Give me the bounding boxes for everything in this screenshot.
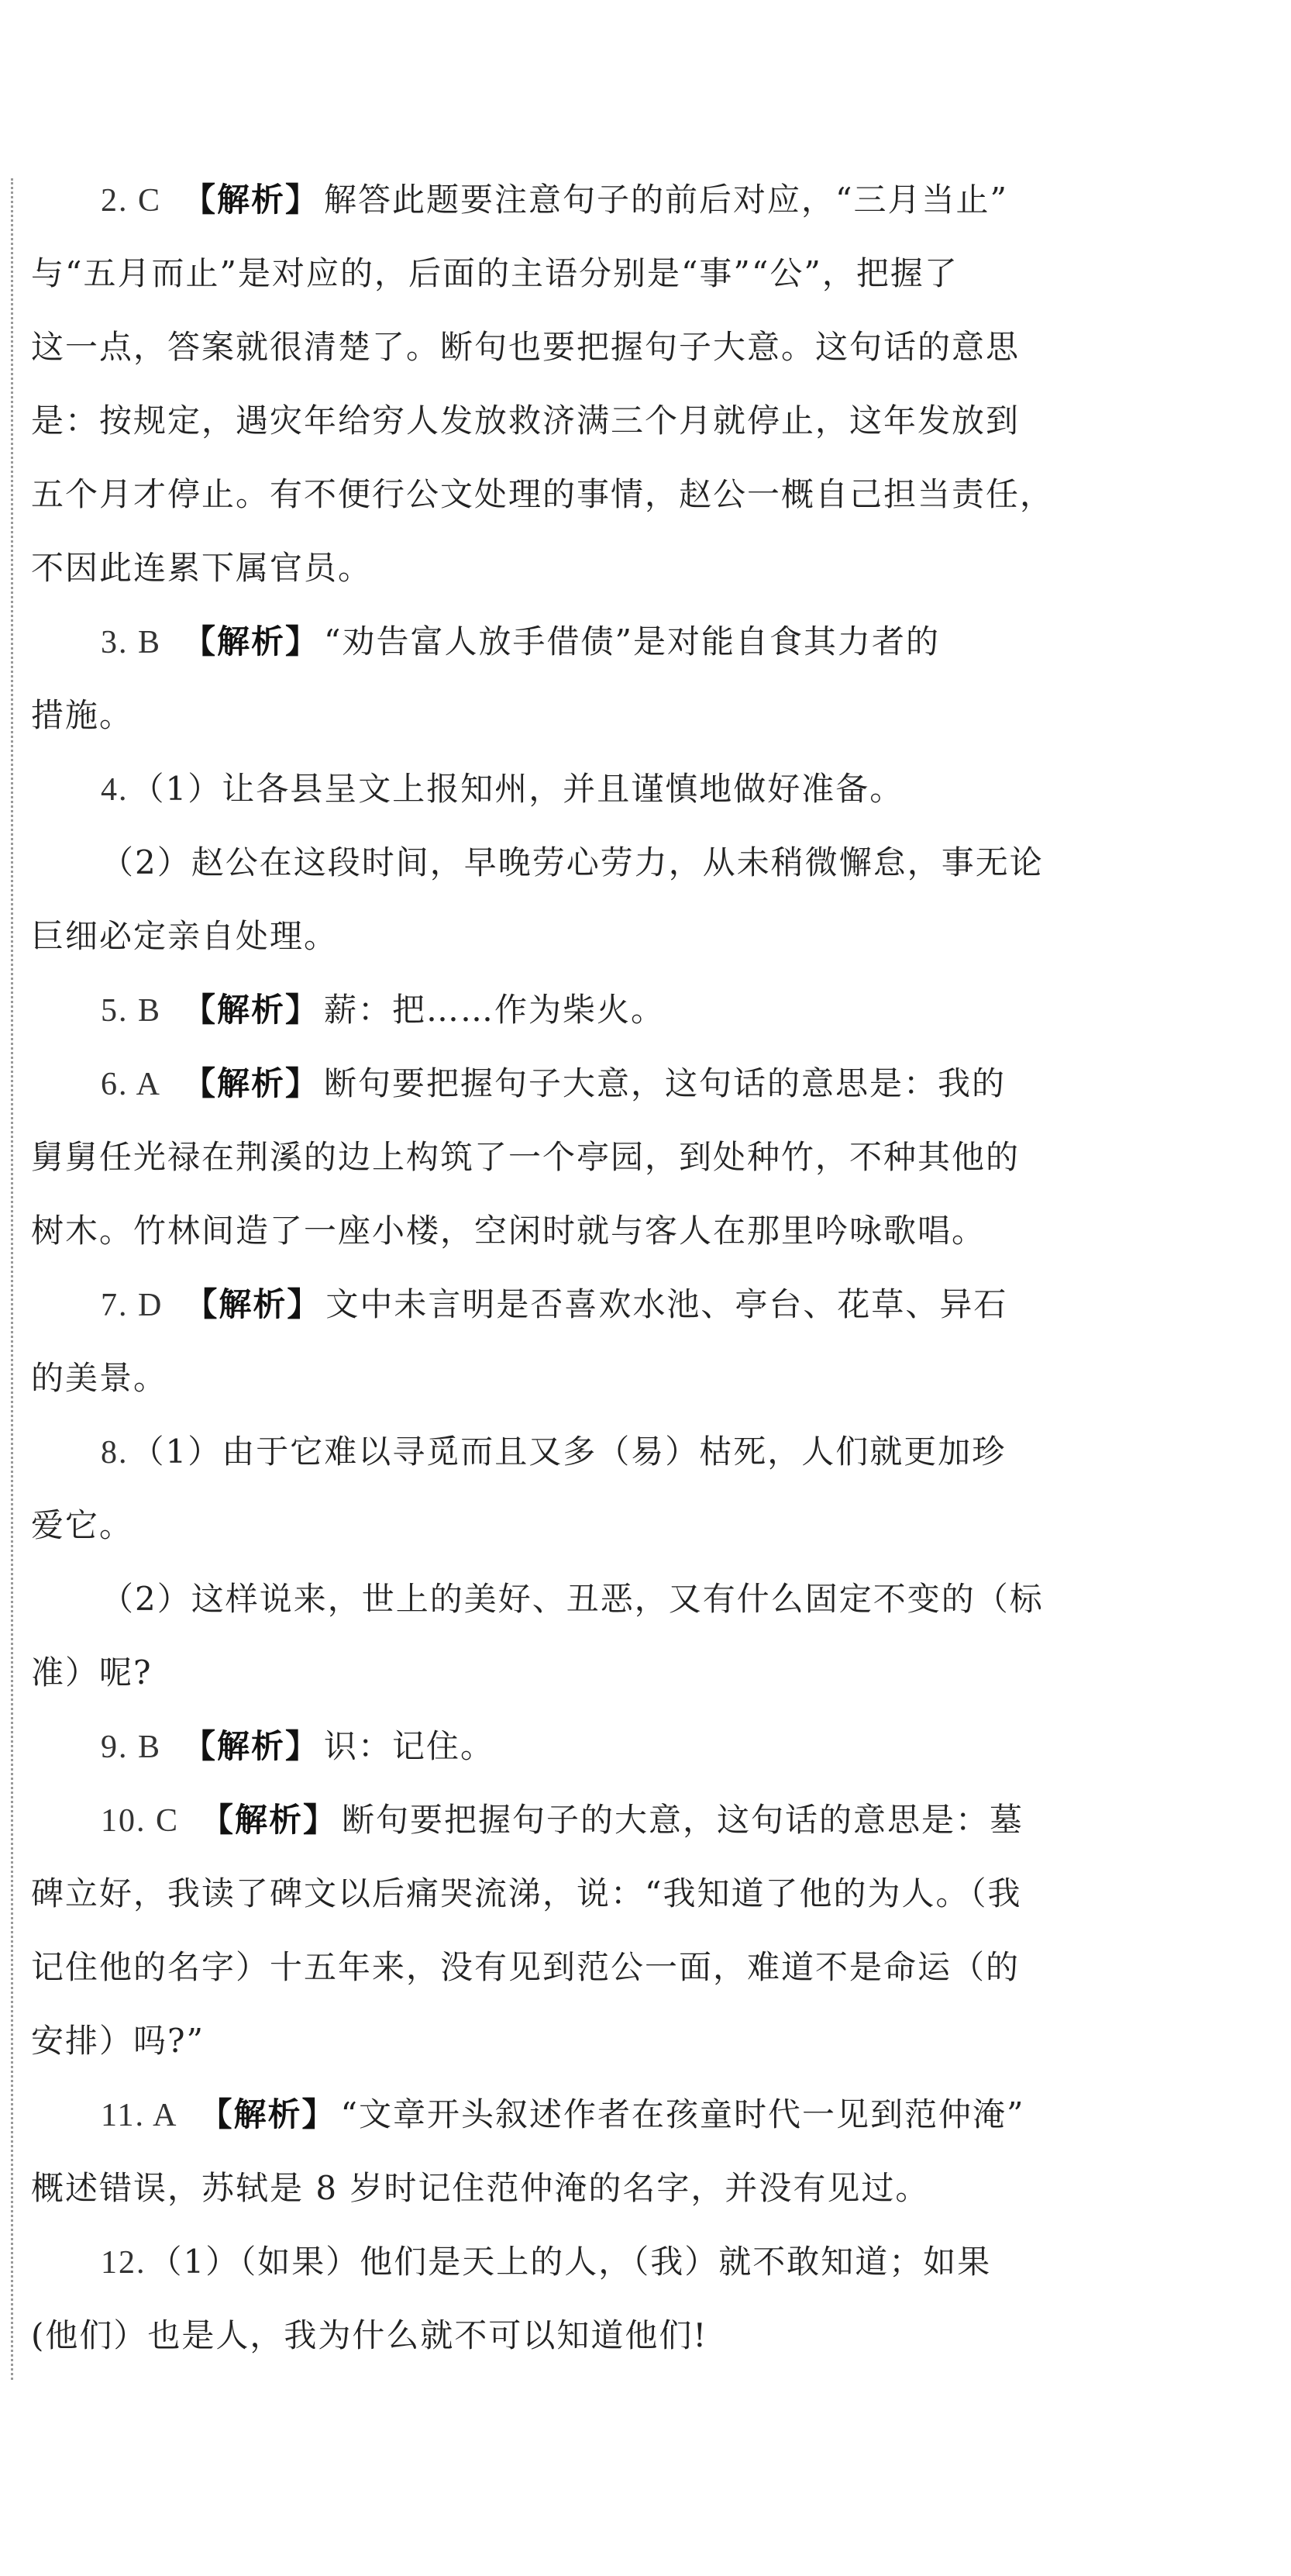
answer-11-line-1 <box>31 2078 1085 2151</box>
answer-number: 11. A <box>101 2098 178 2133</box>
answer-8-2-line-2 <box>31 1636 1085 1709</box>
answer-10-line-3 <box>31 1930 1085 2004</box>
answer-10-line-2 <box>31 1857 1085 1930</box>
answer-10-line-4 <box>31 2004 1085 2078</box>
answer-number: 3. B <box>101 625 162 660</box>
answer-12-line-2 <box>31 2298 1085 2372</box>
answer-4-line-1 <box>31 752 1085 826</box>
answer-text: 树木。竹林间造了一座小楼，空闲时就与客人在那里吟咏歌唱。 <box>31 1212 986 1250</box>
answer-3-line-2 <box>31 678 1085 752</box>
analysis-tag: 【解析】 <box>199 2095 336 2133</box>
answer-text: 概述错误，苏轼是 8 岁时记住范仲淹的名字，并没有见过。 <box>31 2169 930 2207</box>
answer-text: 薪：把……作为柴火。 <box>324 991 666 1029</box>
answer-12-line-1 <box>31 2225 1085 2298</box>
answer-text: （2）这样说来，世上的美好、丑恶，又有什么固定不变的（标 <box>101 1580 1044 1618</box>
answer-text: 舅舅任光禄在荆溪的边上构筑了一个亭园，到处种竹，不种其他的 <box>31 1138 1021 1176</box>
answer-text: （1）（如果）他们是天上的人，（我）就不敢知道；如果 <box>149 2243 992 2281</box>
answer-2-line-2 <box>31 236 1085 310</box>
answer-number: 8. <box>101 1435 129 1471</box>
answer-2-line-3 <box>31 310 1085 384</box>
answer-7-line-2 <box>31 1341 1085 1415</box>
answer-6-line-3 <box>31 1194 1085 1267</box>
answer-text: 碑立好，我读了碑文以后痛哭流涕，说：“我知道了他的为人。（我 <box>31 1874 1022 1912</box>
answer-text: 的美景。 <box>31 1359 168 1397</box>
answer-number: 2. C <box>101 183 162 219</box>
answer-text: 文中未言明是否喜欢水池、亭台、花草、异石 <box>325 1285 1008 1323</box>
answer-7-line-1 <box>31 1267 1085 1341</box>
analysis-tag: 【解析】 <box>183 181 320 219</box>
answer-text: 安排）吗?” <box>31 2022 205 2060</box>
answer-6-line-2 <box>31 1120 1085 1194</box>
answer-number: 6. A <box>101 1067 162 1102</box>
answer-text: 断句要把握句子的大意，这句话的意思是：墓 <box>342 1801 1024 1839</box>
answer-11-line-2 <box>31 2151 1085 2225</box>
answer-number: 5. B <box>101 993 162 1029</box>
answer-2-line-5 <box>31 457 1085 531</box>
answer-text: 爱它。 <box>31 1506 134 1544</box>
answer-number: 7. D <box>101 1288 164 1323</box>
answer-text: 识：记住。 <box>324 1727 495 1765</box>
answer-8-line-2 <box>31 1488 1085 1562</box>
answer-number: 12. <box>101 2245 146 2281</box>
answer-text: “文章开头叙述作者在孩童时代一见到范仲淹” <box>340 2095 1025 2133</box>
answer-text: 不因此连累下属官员。 <box>31 549 373 587</box>
answer-8-2-line-1 <box>31 1562 1085 1636</box>
answer-content <box>31 163 1085 2372</box>
analysis-tag: 【解析】 <box>183 1064 320 1102</box>
answer-text: 与“五月而止”是对应的，后面的主语分别是“事”“公”，把握了 <box>31 254 959 292</box>
analysis-tag: 【解析】 <box>183 1727 320 1765</box>
answer-text: （1）让各县呈文上报知州，并且谨慎地做好准备。 <box>131 770 904 808</box>
answer-2-line-6 <box>31 531 1085 605</box>
answer-text: 是：按规定，遇灾年给穷人发放救济满三个月就停止，这年发放到 <box>31 402 1021 440</box>
answer-text: 巨细必定亲自处理。 <box>31 917 339 955</box>
answer-9-line-1 <box>31 1709 1085 1783</box>
answer-3-line-1 <box>31 605 1085 678</box>
answer-6-line-1 <box>31 1047 1085 1120</box>
analysis-tag: 【解析】 <box>201 1801 338 1839</box>
answer-text: “劝告富人放手借债”是对能自食其力者的 <box>324 622 940 660</box>
answer-text: 准）呢? <box>31 1654 153 1691</box>
answer-4-2-line-2 <box>31 899 1085 973</box>
answer-text: 措施。 <box>31 696 134 734</box>
answer-text: （1）由于它难以寻觅而且又多（易）枯死，人们就更加珍 <box>131 1433 1007 1471</box>
answer-text: (他们）也是人，我为什么就不可以知道他们! <box>31 2316 708 2354</box>
answer-text: 五个月才停止。有不便行公文处理的事情，赵公一概自己担当责任， <box>31 475 1055 513</box>
answer-10-line-1 <box>31 1783 1085 1857</box>
answer-number: 9. B <box>101 1729 162 1765</box>
answer-text: 这一点，答案就很清楚了。断句也要把握句子大意。这句话的意思 <box>31 328 1021 366</box>
dotted-margin-rule <box>11 178 13 2380</box>
answer-text: （2）赵公在这段时间，早晚劳心劳力，从未稍微懈怠，事无论 <box>101 843 1044 881</box>
answer-text: 解答此题要注意句子的前后对应，“三月当止” <box>324 181 1008 219</box>
answer-text: 记住他的名字）十五年来，没有见到范公一面，难道不是命运（的 <box>31 1948 1021 1986</box>
analysis-tag: 【解析】 <box>183 991 320 1029</box>
analysis-tag: 【解析】 <box>183 622 320 660</box>
answer-2-line-1 <box>31 163 1085 236</box>
answer-8-line-1 <box>31 1415 1085 1488</box>
analysis-tag: 【解析】 <box>184 1285 322 1323</box>
answer-2-line-4 <box>31 384 1085 457</box>
answer-number: 4. <box>101 772 129 808</box>
answer-number: 10. C <box>101 1803 180 1839</box>
answer-text: 断句要把握句子大意，这句话的意思是：我的 <box>324 1064 1007 1102</box>
answer-4-2-line-1 <box>31 826 1085 899</box>
answer-5-line-1 <box>31 973 1085 1047</box>
